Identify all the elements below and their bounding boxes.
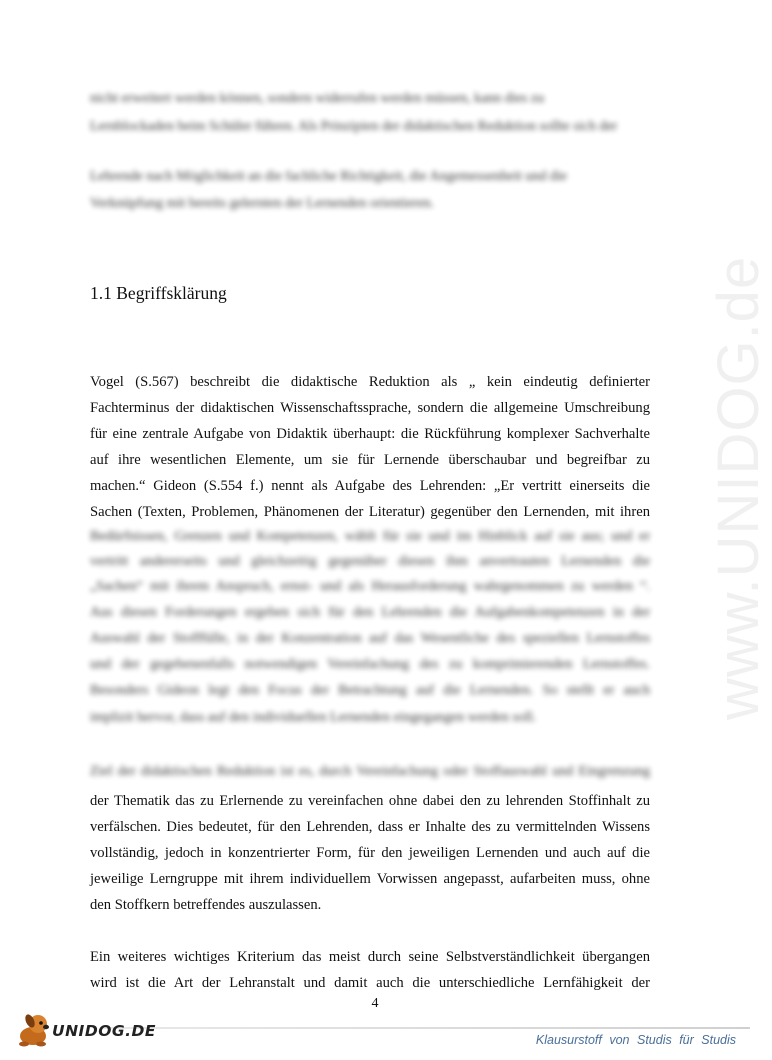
- page-number: 4: [371, 996, 379, 1011]
- section-heading: 1.1 Begriffsklärung: [90, 283, 227, 303]
- blurred-text-line: Ziel der didaktischen Reduktion ist es, durch Vereinfachung oder Stoffauswahl und Eingrenzung: [90, 764, 650, 779]
- blurred-text-line: Besonders Gideon legt den Focus der Betrachtung auf die Lernenden. So stellt er auch: [90, 683, 650, 698]
- blurred-text-line: nicht erweitert werden können, sondern widerrufen werden müssen, kann dies zu: [90, 91, 545, 106]
- text-line: den Stoffkern betreffendes auszulassen.: [90, 897, 322, 913]
- blurred-text-line: Aus diesen Forderungen ergeben sich für den Lehrenden die Aufgabenkompetenzen in der: [90, 605, 650, 620]
- text-line: auf ihre wesentlichen Elemente, um sie für Lernende überschaubar und begreifbar zu: [90, 452, 650, 468]
- footer-slogan: Klausurstoff von Studis für Studis: [535, 1033, 736, 1047]
- text-line: Vogel (S.567) beschreibt die didaktische Reduktion als „ kein eindeutig definierter: [90, 374, 650, 390]
- text-line: machen.“ Gideon (S.554 f.) nennt als Aufgabe des Lehrenden: „Er vertritt einerseits die: [90, 478, 650, 494]
- text-line: Sachen (Texten, Problemen, Phänomenen der Literatur) gegenüber den Lernenden, mit ihren: [90, 504, 650, 520]
- text-line: vollständig, jedoch in konzentrierter Form, für den jeweiligen Lernenden und auch auf die: [90, 845, 650, 861]
- blurred-text-line: Lehrende nach Möglichkeit an die fachliche Richtigkeit, die Angemessenheit und die: [90, 169, 568, 184]
- footer-divider: [100, 1027, 750, 1029]
- blurred-text-line: implizit hervor, dass auf den individuellen Lernenden eingegangen werden soll.: [90, 710, 537, 725]
- blurred-text-line: vertritt andererseits und gleichzeitig gegenüber diesen ihm anvertrauten Lernenden die: [90, 554, 650, 569]
- text-line: der Thematik das zu Erlernende zu vereinfachen ohne dabei den zu lehrenden Stoffinhalt zu: [90, 793, 650, 809]
- text-line: Ein weiteres wichtiges Kriterium das meist durch seine Selbstverständlichkeit übergangen: [90, 949, 650, 965]
- unidog-logo: [14, 1012, 164, 1048]
- blurred-text-line: und der gegebenenfalls notwendigen Vereinfachung des zu komprimierenden Lernstoffes.: [90, 657, 650, 672]
- watermark: www.UNIDOG.de: [706, 255, 771, 720]
- text-line: Fachterminus der didaktischen Wissenschaftssprache, sondern die allgemeine Umschreibung: [90, 400, 650, 416]
- text-line: verfälschen. Dies bedeutet, für den Lehrenden, dass er Inhalte des zu vermittelnden Wissens: [90, 819, 650, 835]
- logo-wordmark: UNIDOG.DE: [52, 1022, 156, 1040]
- text-line: wird ist die Art der Lehranstalt und damit auch die unterschiedliche Lernfähigkeit der: [90, 975, 650, 991]
- blurred-text-line: „Sachen“ mit ihrem Anspruch, ernst- und als Herausforderung wahrgenommen zu werden “.: [90, 579, 650, 594]
- blurred-text-line: Verknüpfung mit bereits gelernten der Lernenden orientieren.: [90, 196, 435, 211]
- dog-mascot-icon: [14, 1012, 54, 1048]
- blurred-text-line: Auswahl der Stofffülle, in der Konzentration auf das Wesentliche des speziellen Lernstoffes: [90, 631, 650, 646]
- blurred-text-line: Bedürfnissen, Grenzen und Kompetenzen, wählt für sie und im Hinblick auf sie aus; und er: [90, 529, 650, 544]
- blurred-text-line: Lernblockaden beim Schüler führen. Als Prinzipien der didaktischen Reduktion sollte sich der: [90, 119, 618, 134]
- text-line: jeweilige Lerngruppe mit ihrem individuellem Vorwissen angepasst, aufarbeiten muss, ohne: [90, 871, 650, 887]
- text-line: für eine zentrale Aufgabe von Didaktik überhaupt: die Rückführung komplexer Sachverhalte: [90, 426, 650, 442]
